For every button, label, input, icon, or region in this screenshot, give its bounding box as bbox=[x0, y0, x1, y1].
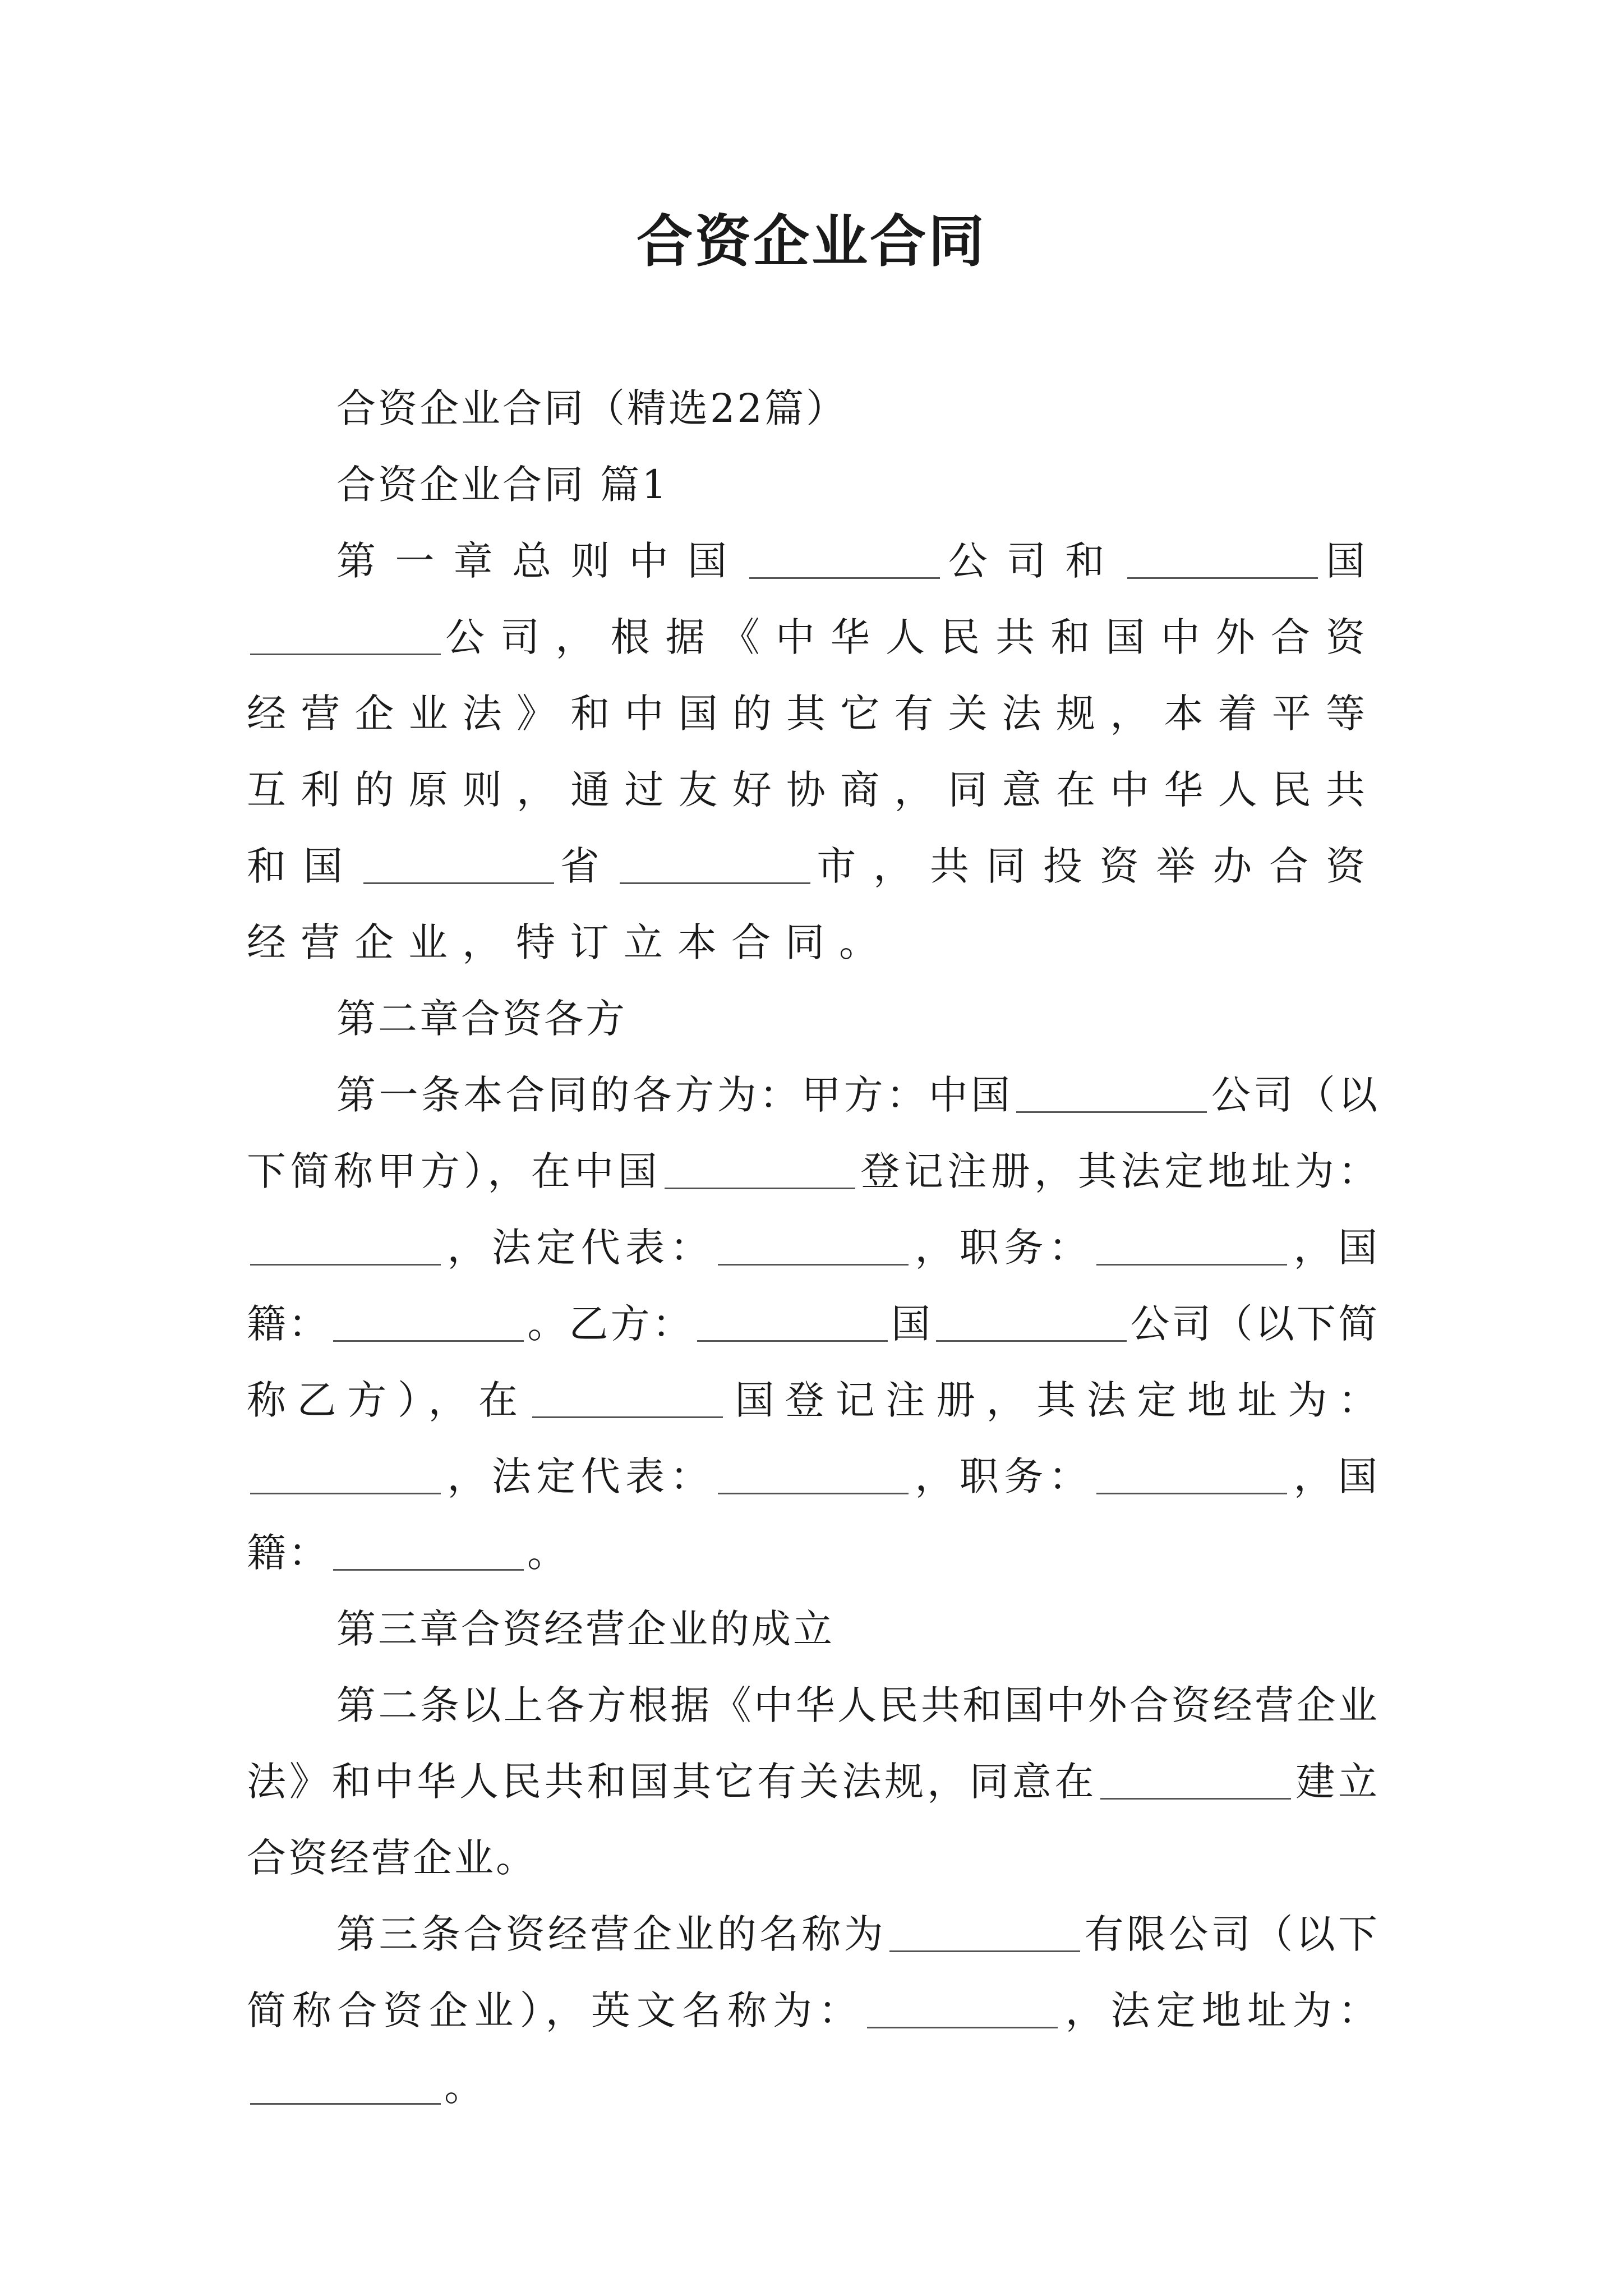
text-segment: ，法定代表： bbox=[444, 1453, 714, 1499]
blank-line bbox=[363, 843, 554, 884]
blank-line bbox=[333, 1530, 524, 1571]
text-segment: 。乙方： bbox=[527, 1301, 694, 1347]
text-segment: ，国籍： bbox=[247, 1453, 1380, 1576]
text-segment: 公司，根据《中华人民共和国中外合资经营企业法》和中国的其它有关法规，本着平等互利的原则，通过友好协商，同意在中华人民共和国 bbox=[247, 614, 1380, 889]
blank-line bbox=[250, 1453, 441, 1494]
text-segment: ，法定地址为： bbox=[1061, 1987, 1380, 2033]
blank-line bbox=[1096, 1225, 1287, 1266]
blank-line bbox=[1127, 538, 1318, 579]
text-segment: ，法定代表： bbox=[444, 1225, 714, 1271]
text-segment: 建立合资经营企业。 bbox=[247, 1759, 1380, 1881]
text-segment: 合资企业合同（精选22篇） bbox=[336, 385, 848, 431]
text-segment: 有限公司（以下简称合资企业），英文名称为： bbox=[247, 1911, 1380, 2033]
paragraph-article-one bbox=[247, 1057, 1380, 1591]
text-segment: ，职务： bbox=[912, 1225, 1094, 1271]
blank-line bbox=[718, 1225, 909, 1266]
text-segment: 合资企业合同 篇1 bbox=[336, 462, 669, 508]
text-segment: 第一条本合同的各方为：甲方：中国 bbox=[336, 1072, 1013, 1118]
blank-line bbox=[889, 1911, 1080, 1952]
blank-line bbox=[250, 1225, 441, 1266]
paragraph-article-heading bbox=[247, 447, 1380, 523]
blank-line bbox=[936, 1301, 1127, 1342]
paragraph-chapter-one bbox=[247, 523, 1380, 981]
text-segment: 公司（以下简称甲方），在中国 bbox=[247, 1072, 1380, 1194]
blank-line bbox=[867, 1987, 1058, 2028]
text-segment: 省 bbox=[557, 843, 617, 889]
text-segment: 第二条以上各方根据《中华人民共和国中外合资经营企业法》和中华人民共和国其它有关法规，同意在 bbox=[247, 1682, 1380, 1805]
paragraph-chapter-two-heading bbox=[247, 981, 1380, 1057]
blank-line bbox=[250, 2064, 441, 2105]
paragraph-article-two bbox=[247, 1667, 1380, 1896]
text-segment: 公司和 bbox=[943, 538, 1124, 584]
document-title: 合资企业合同 bbox=[637, 208, 986, 274]
text-segment: ，国籍： bbox=[247, 1225, 1380, 1347]
text-segment: 第三条合资经营企业的名称为 bbox=[336, 1911, 887, 1957]
blank-line bbox=[250, 614, 441, 655]
text-segment: 第三章合资经营企业的成立 bbox=[336, 1606, 834, 1652]
text-segment: 第二章合资各方 bbox=[336, 996, 627, 1042]
text-segment: 。 bbox=[527, 1530, 569, 1576]
paragraph-collection-title bbox=[247, 370, 1380, 447]
text-segment: 国 bbox=[1321, 538, 1380, 584]
blank-line bbox=[620, 843, 810, 884]
paragraph-chapter-three-heading bbox=[247, 1591, 1380, 1667]
blank-line bbox=[1100, 1759, 1291, 1800]
document-body bbox=[247, 370, 1380, 2125]
blank-line bbox=[532, 1377, 723, 1418]
text-segment: 公司（以下简称乙方），在 bbox=[247, 1301, 1380, 1423]
text-segment: 第一章总则中国 bbox=[336, 538, 746, 584]
blank-line bbox=[1016, 1072, 1207, 1113]
blank-line bbox=[749, 538, 940, 579]
blank-line bbox=[665, 1148, 855, 1189]
blank-line bbox=[718, 1453, 909, 1494]
blank-line bbox=[333, 1301, 524, 1342]
blank-line bbox=[697, 1301, 888, 1342]
text-segment: 国登记注册，其法定地址为： bbox=[726, 1377, 1380, 1423]
text-segment: 。 bbox=[444, 2064, 486, 2110]
blank-line bbox=[1096, 1453, 1287, 1494]
text-segment: 国 bbox=[891, 1301, 933, 1347]
text-segment: 登记注册，其法定地址为： bbox=[859, 1148, 1380, 1194]
text-segment: ，职务： bbox=[912, 1453, 1094, 1499]
text-segment: 市，共同投资举办合资经营企业，特订立本合同。 bbox=[247, 843, 1380, 965]
paragraph-article-three bbox=[247, 1896, 1380, 2125]
